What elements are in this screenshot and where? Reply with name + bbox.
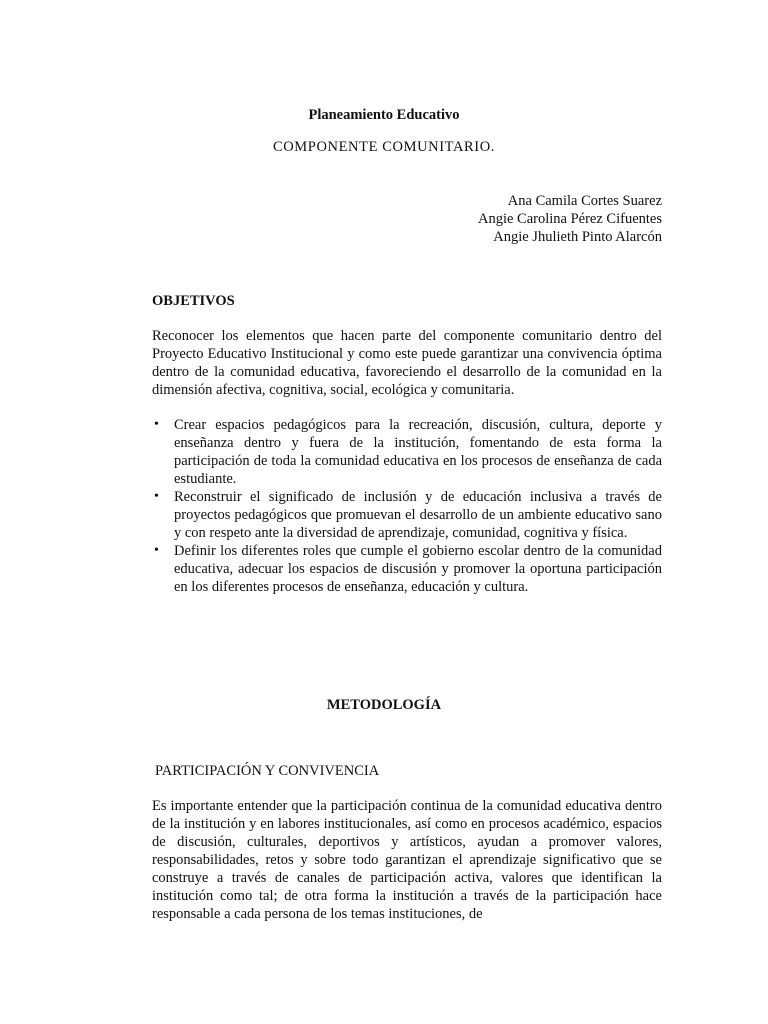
list-item [152, 488, 662, 542]
list-item-text: Reconstruir el significado de inclusión y de educación inclusiva a través de proyectos pedagógicos que promuevan el desarrollo de un ambiente educativo sano y con respeto ante la diversidad de aprendizaje, comunidad, cognitiva y física. [174, 489, 662, 541]
list-item [152, 542, 662, 596]
participacion-heading: PARTICIPACIÓN Y CONVIVENCIA [155, 763, 380, 779]
bullet-icon: • [154, 543, 159, 558]
objetivos-intro: Reconocer los elementos que hacen parte del componente comunitario dentro del Proyecto Educativo Institucional y como este puede garantizar una convivencia óptima dentro de la comunidad educativa, favoreciendo el desarrollo de la comunidad en la dimensión afectiva, cognitiva, social, ecológica y comunitaria. [152, 328, 662, 398]
objetivos-list [152, 416, 662, 596]
list-item-text: Definir los diferentes roles que cumple el gobierno escolar dentro de la comunidad educativa, adecuar los espacios de discusión y promover la oportuna participación en los diferentes procesos de enseñanza, educación y cultura. [174, 543, 662, 595]
document-subtitle: COMPONENTE COMUNITARIO. [272, 139, 496, 155]
objetivos-heading: OBJETIVOS [152, 293, 235, 309]
author-name: Angie Carolina Pérez Cifuentes [477, 211, 662, 227]
metodologia-paragraph: Es importante entender que la participación continua de la comunidad educativa dentro de la institución y en labores institucionales, así como en procesos académico, espacios de discusión, culturales, deportivos y artísticos, ayudan a promover valores, responsabilidades, retos y sobre todo garantizan el aprendizaje significativo que se construye a través de canales de participación activa, valores que identifican la institución como tal; de otra forma la institución a través de la participación hace responsable a cada persona de los temas instituciones, de [152, 798, 662, 922]
author-name: Angie Jhulieth Pinto Alarcón [493, 229, 662, 245]
author-name: Ana Camila Cortes Suarez [507, 193, 662, 209]
document-title: Planeamiento Educativo [308, 107, 460, 123]
bullet-icon: • [154, 417, 159, 432]
list-item-text: Crear espacios pedagógicos para la recreación, discusión, cultura, deporte y enseñanza dentro y fuera de la institución, fomentando de esta forma la participación de toda la comunidad educativa en los procesos de enseñanza de cada estudiante. [174, 417, 662, 487]
bullet-icon: • [154, 489, 159, 504]
author-list [478, 192, 662, 246]
list-item [152, 416, 662, 488]
metodologia-heading: METODOLOGÍA [326, 697, 442, 713]
